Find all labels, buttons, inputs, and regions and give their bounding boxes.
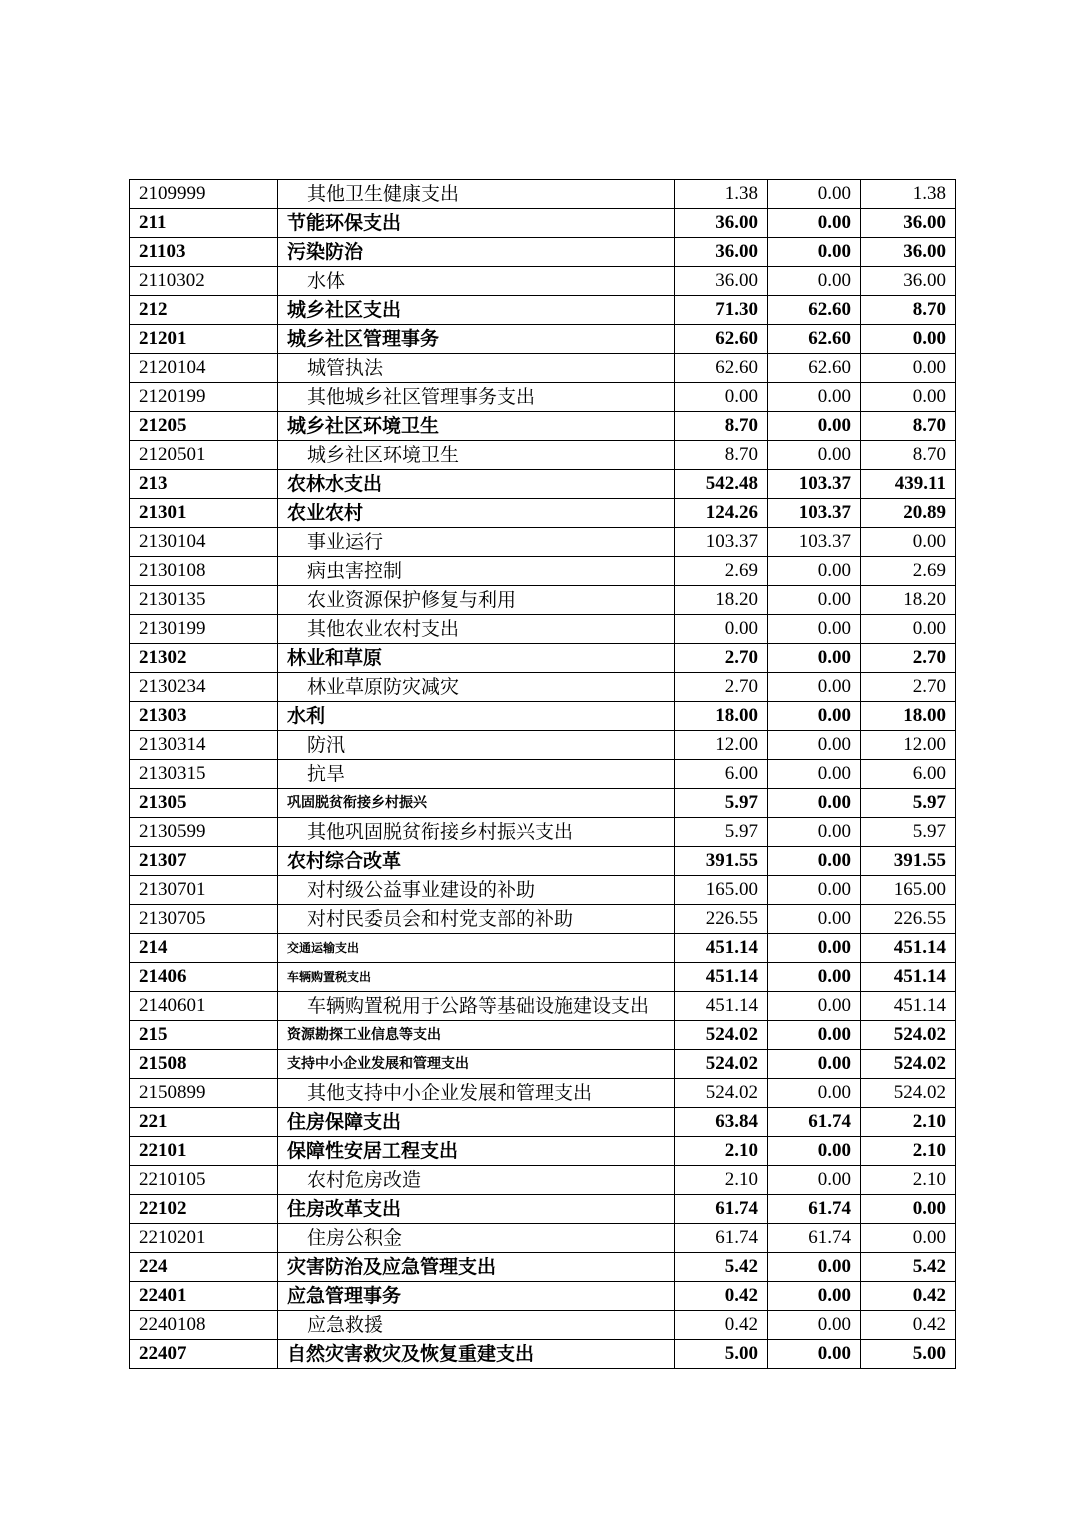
total-amount-cell: 5.42 bbox=[675, 1253, 768, 1282]
basic-expenditure-cell: 0.00 bbox=[768, 992, 861, 1021]
table-row bbox=[130, 818, 956, 847]
total-amount-cell: 0.00 bbox=[675, 615, 768, 644]
total-amount-cell: 6.00 bbox=[675, 760, 768, 789]
total-amount-cell: 2.10 bbox=[675, 1166, 768, 1195]
subject-name-cell: 城乡社区管理事务 bbox=[278, 325, 675, 354]
table-row bbox=[130, 789, 956, 818]
subject-name-cell: 城乡社区支出 bbox=[278, 296, 675, 325]
subject-name-cell: 城管执法 bbox=[278, 354, 675, 383]
subject-code-cell: 2130314 bbox=[130, 731, 278, 760]
table-row bbox=[130, 470, 956, 499]
table-row bbox=[130, 238, 956, 267]
subject-name-cell: 交通运输支出 bbox=[278, 934, 675, 963]
project-expenditure-cell: 6.00 bbox=[861, 760, 956, 789]
table-row bbox=[130, 209, 956, 238]
total-amount-cell: 165.00 bbox=[675, 876, 768, 905]
subject-name-cell: 住房公积金 bbox=[278, 1224, 675, 1253]
subject-name-cell: 住房保障支出 bbox=[278, 1108, 675, 1137]
total-amount-cell: 62.60 bbox=[675, 325, 768, 354]
basic-expenditure-cell: 0.00 bbox=[768, 557, 861, 586]
project-expenditure-cell: 0.00 bbox=[861, 1195, 956, 1224]
subject-code-cell: 2130199 bbox=[130, 615, 278, 644]
subject-code-cell: 2210201 bbox=[130, 1224, 278, 1253]
subject-name-cell: 资源勘探工业信息等支出 bbox=[278, 1021, 675, 1050]
project-expenditure-cell: 8.70 bbox=[861, 412, 956, 441]
subject-code-cell: 2130705 bbox=[130, 905, 278, 934]
basic-expenditure-cell: 103.37 bbox=[768, 470, 861, 499]
project-expenditure-cell: 439.11 bbox=[861, 470, 956, 499]
total-amount-cell: 0.42 bbox=[675, 1282, 768, 1311]
subject-code-cell: 21406 bbox=[130, 963, 278, 992]
table-row bbox=[130, 1137, 956, 1166]
subject-code-cell: 21303 bbox=[130, 702, 278, 731]
total-amount-cell: 2.70 bbox=[675, 644, 768, 673]
subject-name-cell: 林业和草原 bbox=[278, 644, 675, 673]
subject-code-cell: 21201 bbox=[130, 325, 278, 354]
project-expenditure-cell: 36.00 bbox=[861, 238, 956, 267]
subject-name-cell: 抗旱 bbox=[278, 760, 675, 789]
subject-code-cell: 2130701 bbox=[130, 876, 278, 905]
subject-name-cell: 水体 bbox=[278, 267, 675, 296]
subject-code-cell: 22407 bbox=[130, 1340, 278, 1369]
subject-code-cell: 22102 bbox=[130, 1195, 278, 1224]
total-amount-cell: 124.26 bbox=[675, 499, 768, 528]
table-row bbox=[130, 1253, 956, 1282]
total-amount-cell: 451.14 bbox=[675, 992, 768, 1021]
total-amount-cell: 0.42 bbox=[675, 1311, 768, 1340]
total-amount-cell: 36.00 bbox=[675, 238, 768, 267]
project-expenditure-cell: 8.70 bbox=[861, 441, 956, 470]
subject-code-cell: 2110302 bbox=[130, 267, 278, 296]
table-row bbox=[130, 528, 956, 557]
subject-name-cell: 农业资源保护修复与利用 bbox=[278, 586, 675, 615]
subject-name-cell: 车辆购置税用于公路等基础设施建设支出 bbox=[278, 992, 675, 1021]
subject-code-cell: 2130108 bbox=[130, 557, 278, 586]
total-amount-cell: 36.00 bbox=[675, 267, 768, 296]
total-amount-cell: 524.02 bbox=[675, 1079, 768, 1108]
basic-expenditure-cell: 0.00 bbox=[768, 905, 861, 934]
total-amount-cell: 61.74 bbox=[675, 1224, 768, 1253]
total-amount-cell: 542.48 bbox=[675, 470, 768, 499]
subject-name-cell: 病虫害控制 bbox=[278, 557, 675, 586]
subject-name-cell: 其他支持中小企业发展和管理支出 bbox=[278, 1079, 675, 1108]
basic-expenditure-cell: 61.74 bbox=[768, 1195, 861, 1224]
project-expenditure-cell: 2.10 bbox=[861, 1108, 956, 1137]
subject-name-cell: 应急救援 bbox=[278, 1311, 675, 1340]
basic-expenditure-cell: 0.00 bbox=[768, 934, 861, 963]
basic-expenditure-cell: 0.00 bbox=[768, 267, 861, 296]
subject-code-cell: 224 bbox=[130, 1253, 278, 1282]
table-row bbox=[130, 325, 956, 354]
subject-code-cell: 2130315 bbox=[130, 760, 278, 789]
basic-expenditure-cell: 0.00 bbox=[768, 1311, 861, 1340]
table-row bbox=[130, 963, 956, 992]
table-body bbox=[130, 180, 956, 1369]
project-expenditure-cell: 0.00 bbox=[861, 528, 956, 557]
total-amount-cell: 451.14 bbox=[675, 934, 768, 963]
subject-name-cell: 农业农村 bbox=[278, 499, 675, 528]
project-expenditure-cell: 0.42 bbox=[861, 1282, 956, 1311]
budget-expenditure-table bbox=[129, 179, 956, 1369]
basic-expenditure-cell: 0.00 bbox=[768, 1050, 861, 1079]
table-row bbox=[130, 383, 956, 412]
project-expenditure-cell: 0.00 bbox=[861, 615, 956, 644]
subject-name-cell: 支持中小企业发展和管理支出 bbox=[278, 1050, 675, 1079]
subject-code-cell: 21305 bbox=[130, 789, 278, 818]
subject-code-cell: 21301 bbox=[130, 499, 278, 528]
project-expenditure-cell: 18.00 bbox=[861, 702, 956, 731]
table-row bbox=[130, 1079, 956, 1108]
basic-expenditure-cell: 0.00 bbox=[768, 383, 861, 412]
subject-code-cell: 214 bbox=[130, 934, 278, 963]
subject-code-cell: 2120199 bbox=[130, 383, 278, 412]
project-expenditure-cell: 2.10 bbox=[861, 1166, 956, 1195]
subject-code-cell: 211 bbox=[130, 209, 278, 238]
table-row bbox=[130, 934, 956, 963]
basic-expenditure-cell: 0.00 bbox=[768, 818, 861, 847]
project-expenditure-cell: 1.38 bbox=[861, 180, 956, 209]
project-expenditure-cell: 165.00 bbox=[861, 876, 956, 905]
subject-code-cell: 2130135 bbox=[130, 586, 278, 615]
project-expenditure-cell: 0.42 bbox=[861, 1311, 956, 1340]
basic-expenditure-cell: 0.00 bbox=[768, 1079, 861, 1108]
project-expenditure-cell: 0.00 bbox=[861, 325, 956, 354]
table-row bbox=[130, 905, 956, 934]
basic-expenditure-cell: 0.00 bbox=[768, 615, 861, 644]
basic-expenditure-cell: 0.00 bbox=[768, 847, 861, 876]
total-amount-cell: 36.00 bbox=[675, 209, 768, 238]
project-expenditure-cell: 451.14 bbox=[861, 934, 956, 963]
project-expenditure-cell: 226.55 bbox=[861, 905, 956, 934]
project-expenditure-cell: 2.70 bbox=[861, 644, 956, 673]
total-amount-cell: 524.02 bbox=[675, 1050, 768, 1079]
basic-expenditure-cell: 0.00 bbox=[768, 963, 861, 992]
basic-expenditure-cell: 0.00 bbox=[768, 702, 861, 731]
table-row bbox=[130, 1050, 956, 1079]
subject-name-cell: 防汛 bbox=[278, 731, 675, 760]
project-expenditure-cell: 524.02 bbox=[861, 1021, 956, 1050]
basic-expenditure-cell: 0.00 bbox=[768, 1253, 861, 1282]
basic-expenditure-cell: 0.00 bbox=[768, 209, 861, 238]
project-expenditure-cell: 0.00 bbox=[861, 1224, 956, 1253]
subject-name-cell: 应急管理事务 bbox=[278, 1282, 675, 1311]
table-row bbox=[130, 731, 956, 760]
total-amount-cell: 18.20 bbox=[675, 586, 768, 615]
subject-code-cell: 21508 bbox=[130, 1050, 278, 1079]
table-row bbox=[130, 876, 956, 905]
table-row bbox=[130, 296, 956, 325]
basic-expenditure-cell: 0.00 bbox=[768, 673, 861, 702]
subject-name-cell: 其他城乡社区管理事务支出 bbox=[278, 383, 675, 412]
table-row bbox=[130, 557, 956, 586]
basic-expenditure-cell: 0.00 bbox=[768, 876, 861, 905]
total-amount-cell: 61.74 bbox=[675, 1195, 768, 1224]
subject-name-cell: 节能环保支出 bbox=[278, 209, 675, 238]
project-expenditure-cell: 18.20 bbox=[861, 586, 956, 615]
project-expenditure-cell: 5.42 bbox=[861, 1253, 956, 1282]
table-row bbox=[130, 441, 956, 470]
total-amount-cell: 8.70 bbox=[675, 412, 768, 441]
total-amount-cell: 12.00 bbox=[675, 731, 768, 760]
project-expenditure-cell: 2.70 bbox=[861, 673, 956, 702]
subject-name-cell: 污染防治 bbox=[278, 238, 675, 267]
subject-code-cell: 2210105 bbox=[130, 1166, 278, 1195]
basic-expenditure-cell: 0.00 bbox=[768, 180, 861, 209]
subject-name-cell: 事业运行 bbox=[278, 528, 675, 557]
table-row bbox=[130, 1195, 956, 1224]
subject-code-cell: 2130234 bbox=[130, 673, 278, 702]
subject-name-cell: 城乡社区环境卫生 bbox=[278, 441, 675, 470]
total-amount-cell: 391.55 bbox=[675, 847, 768, 876]
total-amount-cell: 71.30 bbox=[675, 296, 768, 325]
basic-expenditure-cell: 0.00 bbox=[768, 1137, 861, 1166]
subject-code-cell: 215 bbox=[130, 1021, 278, 1050]
table-row bbox=[130, 760, 956, 789]
subject-name-cell: 保障性安居工程支出 bbox=[278, 1137, 675, 1166]
subject-name-cell: 住房改革支出 bbox=[278, 1195, 675, 1224]
basic-expenditure-cell: 62.60 bbox=[768, 354, 861, 383]
basic-expenditure-cell: 0.00 bbox=[768, 441, 861, 470]
subject-name-cell: 农村综合改革 bbox=[278, 847, 675, 876]
total-amount-cell: 2.69 bbox=[675, 557, 768, 586]
project-expenditure-cell: 5.97 bbox=[861, 818, 956, 847]
table-row bbox=[130, 644, 956, 673]
basic-expenditure-cell: 0.00 bbox=[768, 644, 861, 673]
table-row bbox=[130, 1166, 956, 1195]
table-row bbox=[130, 1282, 956, 1311]
project-expenditure-cell: 36.00 bbox=[861, 267, 956, 296]
table-row bbox=[130, 1224, 956, 1253]
subject-name-cell: 对村级公益事业建设的补助 bbox=[278, 876, 675, 905]
subject-code-cell: 2140601 bbox=[130, 992, 278, 1021]
total-amount-cell: 5.97 bbox=[675, 789, 768, 818]
table-row bbox=[130, 586, 956, 615]
table-row bbox=[130, 673, 956, 702]
subject-code-cell: 21205 bbox=[130, 412, 278, 441]
total-amount-cell: 103.37 bbox=[675, 528, 768, 557]
project-expenditure-cell: 451.14 bbox=[861, 992, 956, 1021]
table-row bbox=[130, 847, 956, 876]
total-amount-cell: 62.60 bbox=[675, 354, 768, 383]
table-row bbox=[130, 1311, 956, 1340]
subject-name-cell: 巩固脱贫衔接乡村振兴 bbox=[278, 789, 675, 818]
subject-name-cell: 车辆购置税支出 bbox=[278, 963, 675, 992]
subject-code-cell: 2120501 bbox=[130, 441, 278, 470]
basic-expenditure-cell: 0.00 bbox=[768, 731, 861, 760]
subject-name-cell: 其他农业农村支出 bbox=[278, 615, 675, 644]
basic-expenditure-cell: 0.00 bbox=[768, 760, 861, 789]
total-amount-cell: 2.10 bbox=[675, 1137, 768, 1166]
basic-expenditure-cell: 103.37 bbox=[768, 528, 861, 557]
subject-code-cell: 2130599 bbox=[130, 818, 278, 847]
total-amount-cell: 2.70 bbox=[675, 673, 768, 702]
subject-name-cell: 自然灾害救灾及恢复重建支出 bbox=[278, 1340, 675, 1369]
subject-code-cell: 2130104 bbox=[130, 528, 278, 557]
subject-name-cell: 城乡社区环境卫生 bbox=[278, 412, 675, 441]
total-amount-cell: 8.70 bbox=[675, 441, 768, 470]
total-amount-cell: 451.14 bbox=[675, 963, 768, 992]
project-expenditure-cell: 36.00 bbox=[861, 209, 956, 238]
subject-code-cell: 2120104 bbox=[130, 354, 278, 383]
basic-expenditure-cell: 0.00 bbox=[768, 1021, 861, 1050]
table-row bbox=[130, 354, 956, 383]
project-expenditure-cell: 391.55 bbox=[861, 847, 956, 876]
total-amount-cell: 226.55 bbox=[675, 905, 768, 934]
table-row bbox=[130, 615, 956, 644]
table-row bbox=[130, 499, 956, 528]
subject-name-cell: 其他卫生健康支出 bbox=[278, 180, 675, 209]
subject-code-cell: 213 bbox=[130, 470, 278, 499]
basic-expenditure-cell: 0.00 bbox=[768, 1282, 861, 1311]
total-amount-cell: 18.00 bbox=[675, 702, 768, 731]
subject-code-cell: 2240108 bbox=[130, 1311, 278, 1340]
total-amount-cell: 524.02 bbox=[675, 1021, 768, 1050]
basic-expenditure-cell: 0.00 bbox=[768, 412, 861, 441]
subject-code-cell: 212 bbox=[130, 296, 278, 325]
subject-code-cell: 22401 bbox=[130, 1282, 278, 1311]
project-expenditure-cell: 20.89 bbox=[861, 499, 956, 528]
basic-expenditure-cell: 0.00 bbox=[768, 586, 861, 615]
table-row bbox=[130, 412, 956, 441]
subject-code-cell: 221 bbox=[130, 1108, 278, 1137]
table-row bbox=[130, 702, 956, 731]
subject-name-cell: 农村危房改造 bbox=[278, 1166, 675, 1195]
basic-expenditure-cell: 62.60 bbox=[768, 325, 861, 354]
subject-name-cell: 其他巩固脱贫衔接乡村振兴支出 bbox=[278, 818, 675, 847]
subject-name-cell: 林业草原防灾减灾 bbox=[278, 673, 675, 702]
subject-name-cell: 水利 bbox=[278, 702, 675, 731]
total-amount-cell: 1.38 bbox=[675, 180, 768, 209]
table-row bbox=[130, 1340, 956, 1369]
subject-name-cell: 灾害防治及应急管理支出 bbox=[278, 1253, 675, 1282]
project-expenditure-cell: 8.70 bbox=[861, 296, 956, 325]
subject-code-cell: 21103 bbox=[130, 238, 278, 267]
basic-expenditure-cell: 0.00 bbox=[768, 238, 861, 267]
table-row bbox=[130, 992, 956, 1021]
subject-name-cell: 对村民委员会和村党支部的补助 bbox=[278, 905, 675, 934]
basic-expenditure-cell: 0.00 bbox=[768, 1340, 861, 1369]
subject-code-cell: 21302 bbox=[130, 644, 278, 673]
total-amount-cell: 5.97 bbox=[675, 818, 768, 847]
total-amount-cell: 63.84 bbox=[675, 1108, 768, 1137]
total-amount-cell: 5.00 bbox=[675, 1340, 768, 1369]
table-row bbox=[130, 267, 956, 296]
project-expenditure-cell: 524.02 bbox=[861, 1079, 956, 1108]
subject-code-cell: 22101 bbox=[130, 1137, 278, 1166]
project-expenditure-cell: 5.00 bbox=[861, 1340, 956, 1369]
project-expenditure-cell: 2.69 bbox=[861, 557, 956, 586]
basic-expenditure-cell: 62.60 bbox=[768, 296, 861, 325]
basic-expenditure-cell: 103.37 bbox=[768, 499, 861, 528]
project-expenditure-cell: 12.00 bbox=[861, 731, 956, 760]
table-row bbox=[130, 1021, 956, 1050]
basic-expenditure-cell: 61.74 bbox=[768, 1108, 861, 1137]
project-expenditure-cell: 451.14 bbox=[861, 963, 956, 992]
basic-expenditure-cell: 0.00 bbox=[768, 789, 861, 818]
subject-code-cell: 2150899 bbox=[130, 1079, 278, 1108]
total-amount-cell: 0.00 bbox=[675, 383, 768, 412]
subject-code-cell: 2109999 bbox=[130, 180, 278, 209]
table-row bbox=[130, 1108, 956, 1137]
subject-name-cell: 农林水支出 bbox=[278, 470, 675, 499]
project-expenditure-cell: 5.97 bbox=[861, 789, 956, 818]
project-expenditure-cell: 0.00 bbox=[861, 354, 956, 383]
table-row bbox=[130, 180, 956, 209]
project-expenditure-cell: 2.10 bbox=[861, 1137, 956, 1166]
subject-code-cell: 21307 bbox=[130, 847, 278, 876]
basic-expenditure-cell: 61.74 bbox=[768, 1224, 861, 1253]
project-expenditure-cell: 524.02 bbox=[861, 1050, 956, 1079]
project-expenditure-cell: 0.00 bbox=[861, 383, 956, 412]
basic-expenditure-cell: 0.00 bbox=[768, 1166, 861, 1195]
